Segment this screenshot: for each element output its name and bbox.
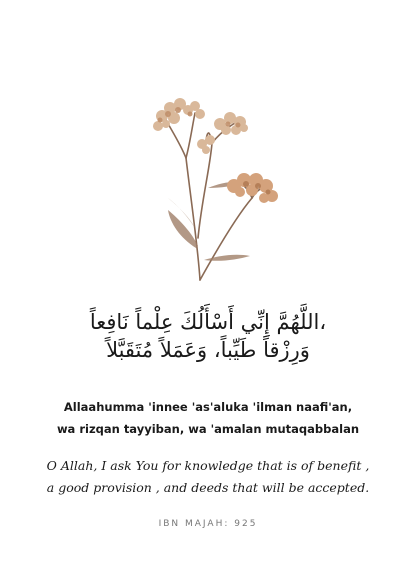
- arabic-text: [0, 308, 416, 364]
- transliteration-line-2: wa rizqan tayyiban, wa 'amalan mutaqabbalan: [56, 422, 360, 436]
- arabic-line-1: ،اللَّهُمَّ إِنِّي أَسْأَلُكَ عِلْماً نَافِعاً: [89, 310, 327, 334]
- source-citation: IBN MAJAH: 925: [158, 519, 258, 529]
- translation-line-1: O Allah, I ask You for knowledge that is of benefit ,: [46, 458, 370, 473]
- transliteration: [0, 396, 416, 440]
- arabic-line-2: وَرِزْقاً طَيِّباً، وَعَمَلاً مُتَقَبَّلاً: [106, 338, 310, 362]
- translation: [0, 455, 416, 499]
- transliteration-line-1: Allaahumma 'innee 'as'aluka 'ilman naafi'an,: [63, 400, 353, 414]
- dried-flower-illustration: [140, 88, 290, 288]
- translation-line-2: a good provision , and deeds that will be accepted.: [46, 480, 370, 495]
